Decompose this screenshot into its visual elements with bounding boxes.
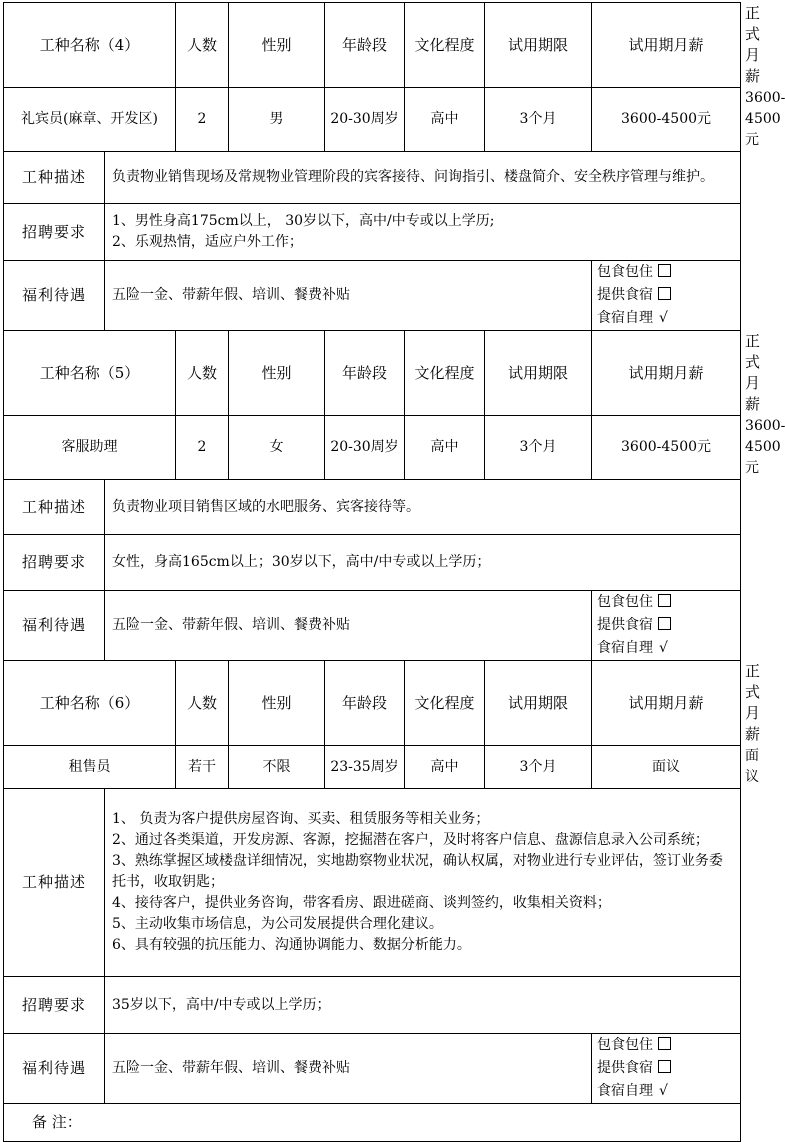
education-value: 高中 — [405, 88, 485, 152]
header-trial-salary: 试用期月薪 — [592, 331, 741, 416]
req-line: 35岁以下，高中/中专或以上学历； — [112, 996, 331, 1013]
desc-row — [4, 789, 741, 977]
header-trial-salary: 试用期月薪 — [592, 3, 741, 88]
benefit-row — [4, 591, 741, 661]
header-education: 文化程度 — [405, 661, 485, 746]
benefit-text: 五险一金、带薪年假、培训、餐费补贴 — [105, 1034, 592, 1104]
desc-label: 工种描述 — [4, 480, 105, 535]
header-row: 工种名称（4） 人数 性别 年龄段 文化程度 试用期限 试用期月薪 正式月薪 — [4, 3, 741, 88]
benefit-option — [597, 1057, 738, 1080]
benefit-option-label: 提供食宿 — [597, 1060, 654, 1076]
trial-salary-value: 面议 — [592, 746, 741, 789]
desc-line: 负责物业项目销售区域的水吧服务、宾客接待等。 — [112, 498, 420, 515]
benefit-options — [592, 261, 741, 331]
table-body — [4, 3, 785, 1142]
checkbox-icon[interactable] — [658, 264, 671, 277]
req-text — [105, 204, 741, 261]
req-label: 招聘要求 — [4, 204, 105, 261]
check-mark-icon[interactable]: √ — [659, 1083, 668, 1099]
header-age: 年龄段 — [325, 3, 405, 88]
trial-period-value: 3个月 — [485, 746, 592, 789]
benefit-option-label: 包食包住 — [597, 594, 654, 610]
job-name: 租售员 — [4, 746, 176, 789]
benefit-text: 五险一金、带薪年假、培训、餐费补贴 — [105, 261, 592, 331]
header-age: 年龄段 — [325, 331, 405, 416]
benefit-option — [597, 1034, 738, 1057]
header-row: 工种名称（5） 人数 性别 年龄段 文化程度 试用期限 试用期月薪 正式月薪 — [4, 331, 741, 416]
header-row: 工种名称（6） 人数 性别 年龄段 文化程度 试用期限 试用期月薪 正式月薪 — [4, 661, 741, 746]
trial-period-value: 3个月 — [485, 416, 592, 480]
info-row: 礼宾员(麻章、开发区) 2 男 20-30周岁 高中 3个月 3600-4500元 3600-4500元 — [4, 88, 741, 152]
header-gender: 性别 — [229, 3, 325, 88]
benefit-option-label: 食宿自理 — [597, 1083, 654, 1099]
benefit-option-label: 提供食宿 — [597, 287, 654, 303]
job-name: 客服助理 — [4, 416, 176, 480]
req-row — [4, 535, 741, 591]
trial-salary-value: 3600-4500元 — [592, 416, 741, 480]
benefit-option — [597, 614, 738, 637]
desc-label: 工种描述 — [4, 789, 105, 977]
req-line: 2、乐观热情，适应户外工作； — [112, 234, 303, 250]
benefit-label: 福利待遇 — [4, 261, 105, 331]
benefit-option-label: 包食包住 — [597, 1037, 654, 1053]
desc-label: 工种描述 — [4, 152, 105, 204]
benefit-option-label: 食宿自理 — [597, 310, 654, 326]
desc-line: 4、接待客户，提供业务咨询，带客看房、跟进磋商、谈判签约，收集相关资料； — [112, 895, 611, 911]
header-count: 人数 — [176, 3, 229, 88]
desc-line: 3、熟练掌握区域楼盘详细情况，实地勘察物业状况，确认权属，对物业进行专业评估，签订业务委托书，收取钥匙； — [112, 853, 723, 890]
job-title: 工种名称（5） — [4, 331, 176, 416]
req-label: 招聘要求 — [4, 977, 105, 1034]
benefit-option — [597, 637, 738, 660]
desc-row — [4, 152, 741, 204]
header-gender: 性别 — [229, 331, 325, 416]
req-text — [105, 535, 741, 591]
desc-row — [4, 480, 741, 535]
age-value: 23-35周岁 — [325, 746, 405, 789]
trial-salary-value: 3600-4500元 — [592, 88, 741, 152]
job-title: 工种名称（4） — [4, 3, 176, 88]
header-count: 人数 — [176, 331, 229, 416]
benefit-label: 福利待遇 — [4, 591, 105, 661]
check-mark-icon[interactable]: √ — [659, 640, 668, 656]
job-title: 工种名称（6） — [4, 661, 176, 746]
req-line: 1、男性身高175cm以上， 30岁以下，高中/中专或以上学历; — [112, 213, 495, 229]
checkbox-icon[interactable] — [658, 1060, 671, 1073]
desc-line: 5、主动收集市场信息，为公司发展提供合理化建议。 — [112, 916, 443, 932]
benefit-option-label: 食宿自理 — [597, 640, 654, 656]
header-gender: 性别 — [229, 661, 325, 746]
desc-line: 1、 负责为客户提供房屋咨询、买卖、租赁服务等相关业务； — [112, 811, 490, 827]
count-value: 2 — [176, 88, 229, 152]
header-trial-period: 试用期限 — [485, 3, 592, 88]
benefit-option-label: 提供食宿 — [597, 617, 654, 633]
education-value: 高中 — [405, 746, 485, 789]
desc-text — [105, 480, 741, 535]
desc-line: 6、具有较强的抗压能力、沟通协调能力、数据分析能力。 — [112, 937, 471, 953]
benefit-text: 五险一金、带薪年假、培训、餐费补贴 — [105, 591, 592, 661]
benefit-option — [597, 1080, 738, 1103]
desc-text — [105, 789, 741, 977]
trial-period-value: 3个月 — [485, 88, 592, 152]
desc-text — [105, 152, 741, 204]
checkbox-icon[interactable] — [658, 287, 671, 300]
req-label: 招聘要求 — [4, 535, 105, 591]
header-education: 文化程度 — [405, 331, 485, 416]
remark-row — [4, 1104, 741, 1142]
job-name: 礼宾员(麻章、开发区) — [4, 88, 176, 152]
desc-line: 2、通过各类渠道，开发房源、客源，挖掘潜在客户，及时将客户信息、盘源信息录入公司系统； — [112, 832, 709, 848]
gender-value: 男 — [229, 88, 325, 152]
header-trial-salary: 试用期月薪 — [592, 661, 741, 746]
header-trial-period: 试用期限 — [485, 661, 592, 746]
gender-value: 不限 — [229, 746, 325, 789]
count-value: 若干 — [176, 746, 229, 789]
education-value: 高中 — [405, 416, 485, 480]
benefit-options — [592, 1034, 741, 1104]
recruitment-table — [3, 2, 785, 1142]
benefit-option-label: 包食包住 — [597, 264, 654, 280]
req-row — [4, 977, 741, 1034]
header-count: 人数 — [176, 661, 229, 746]
age-value: 20-30周岁 — [325, 88, 405, 152]
benefit-label: 福利待遇 — [4, 1034, 105, 1104]
benefit-row — [4, 1034, 741, 1104]
gender-value: 女 — [229, 416, 325, 480]
check-mark-icon[interactable]: √ — [659, 310, 668, 326]
benefit-option — [597, 261, 738, 284]
header-education: 文化程度 — [405, 3, 485, 88]
checkbox-icon[interactable] — [658, 594, 671, 607]
benefit-option — [597, 307, 738, 330]
checkbox-icon[interactable] — [658, 1037, 671, 1050]
header-trial-period: 试用期限 — [485, 331, 592, 416]
benefit-option — [597, 284, 738, 307]
checkbox-icon[interactable] — [658, 617, 671, 630]
header-age: 年龄段 — [325, 661, 405, 746]
req-row — [4, 204, 741, 261]
info-row: 客服助理 2 女 20-30周岁 高中 3个月 3600-4500元 3600-4500元 — [4, 416, 741, 480]
benefit-option — [597, 591, 738, 614]
req-line: 女性，身高165cm以上；30岁以下，高中/中专或以上学历； — [112, 554, 491, 570]
desc-line: 负责物业销售现场及常规物业管理阶段的宾客接待、问询指引、楼盘简介、安全秩序管理与维护。 — [112, 169, 714, 185]
remark: 备 注： — [4, 1104, 741, 1142]
info-row: 租售员 若干 不限 23-35周岁 高中 3个月 面议 面议 — [4, 746, 741, 789]
benefit-options — [592, 591, 741, 661]
benefit-row — [4, 261, 741, 331]
req-text — [105, 977, 741, 1034]
count-value: 2 — [176, 416, 229, 480]
age-value: 20-30周岁 — [325, 416, 405, 480]
